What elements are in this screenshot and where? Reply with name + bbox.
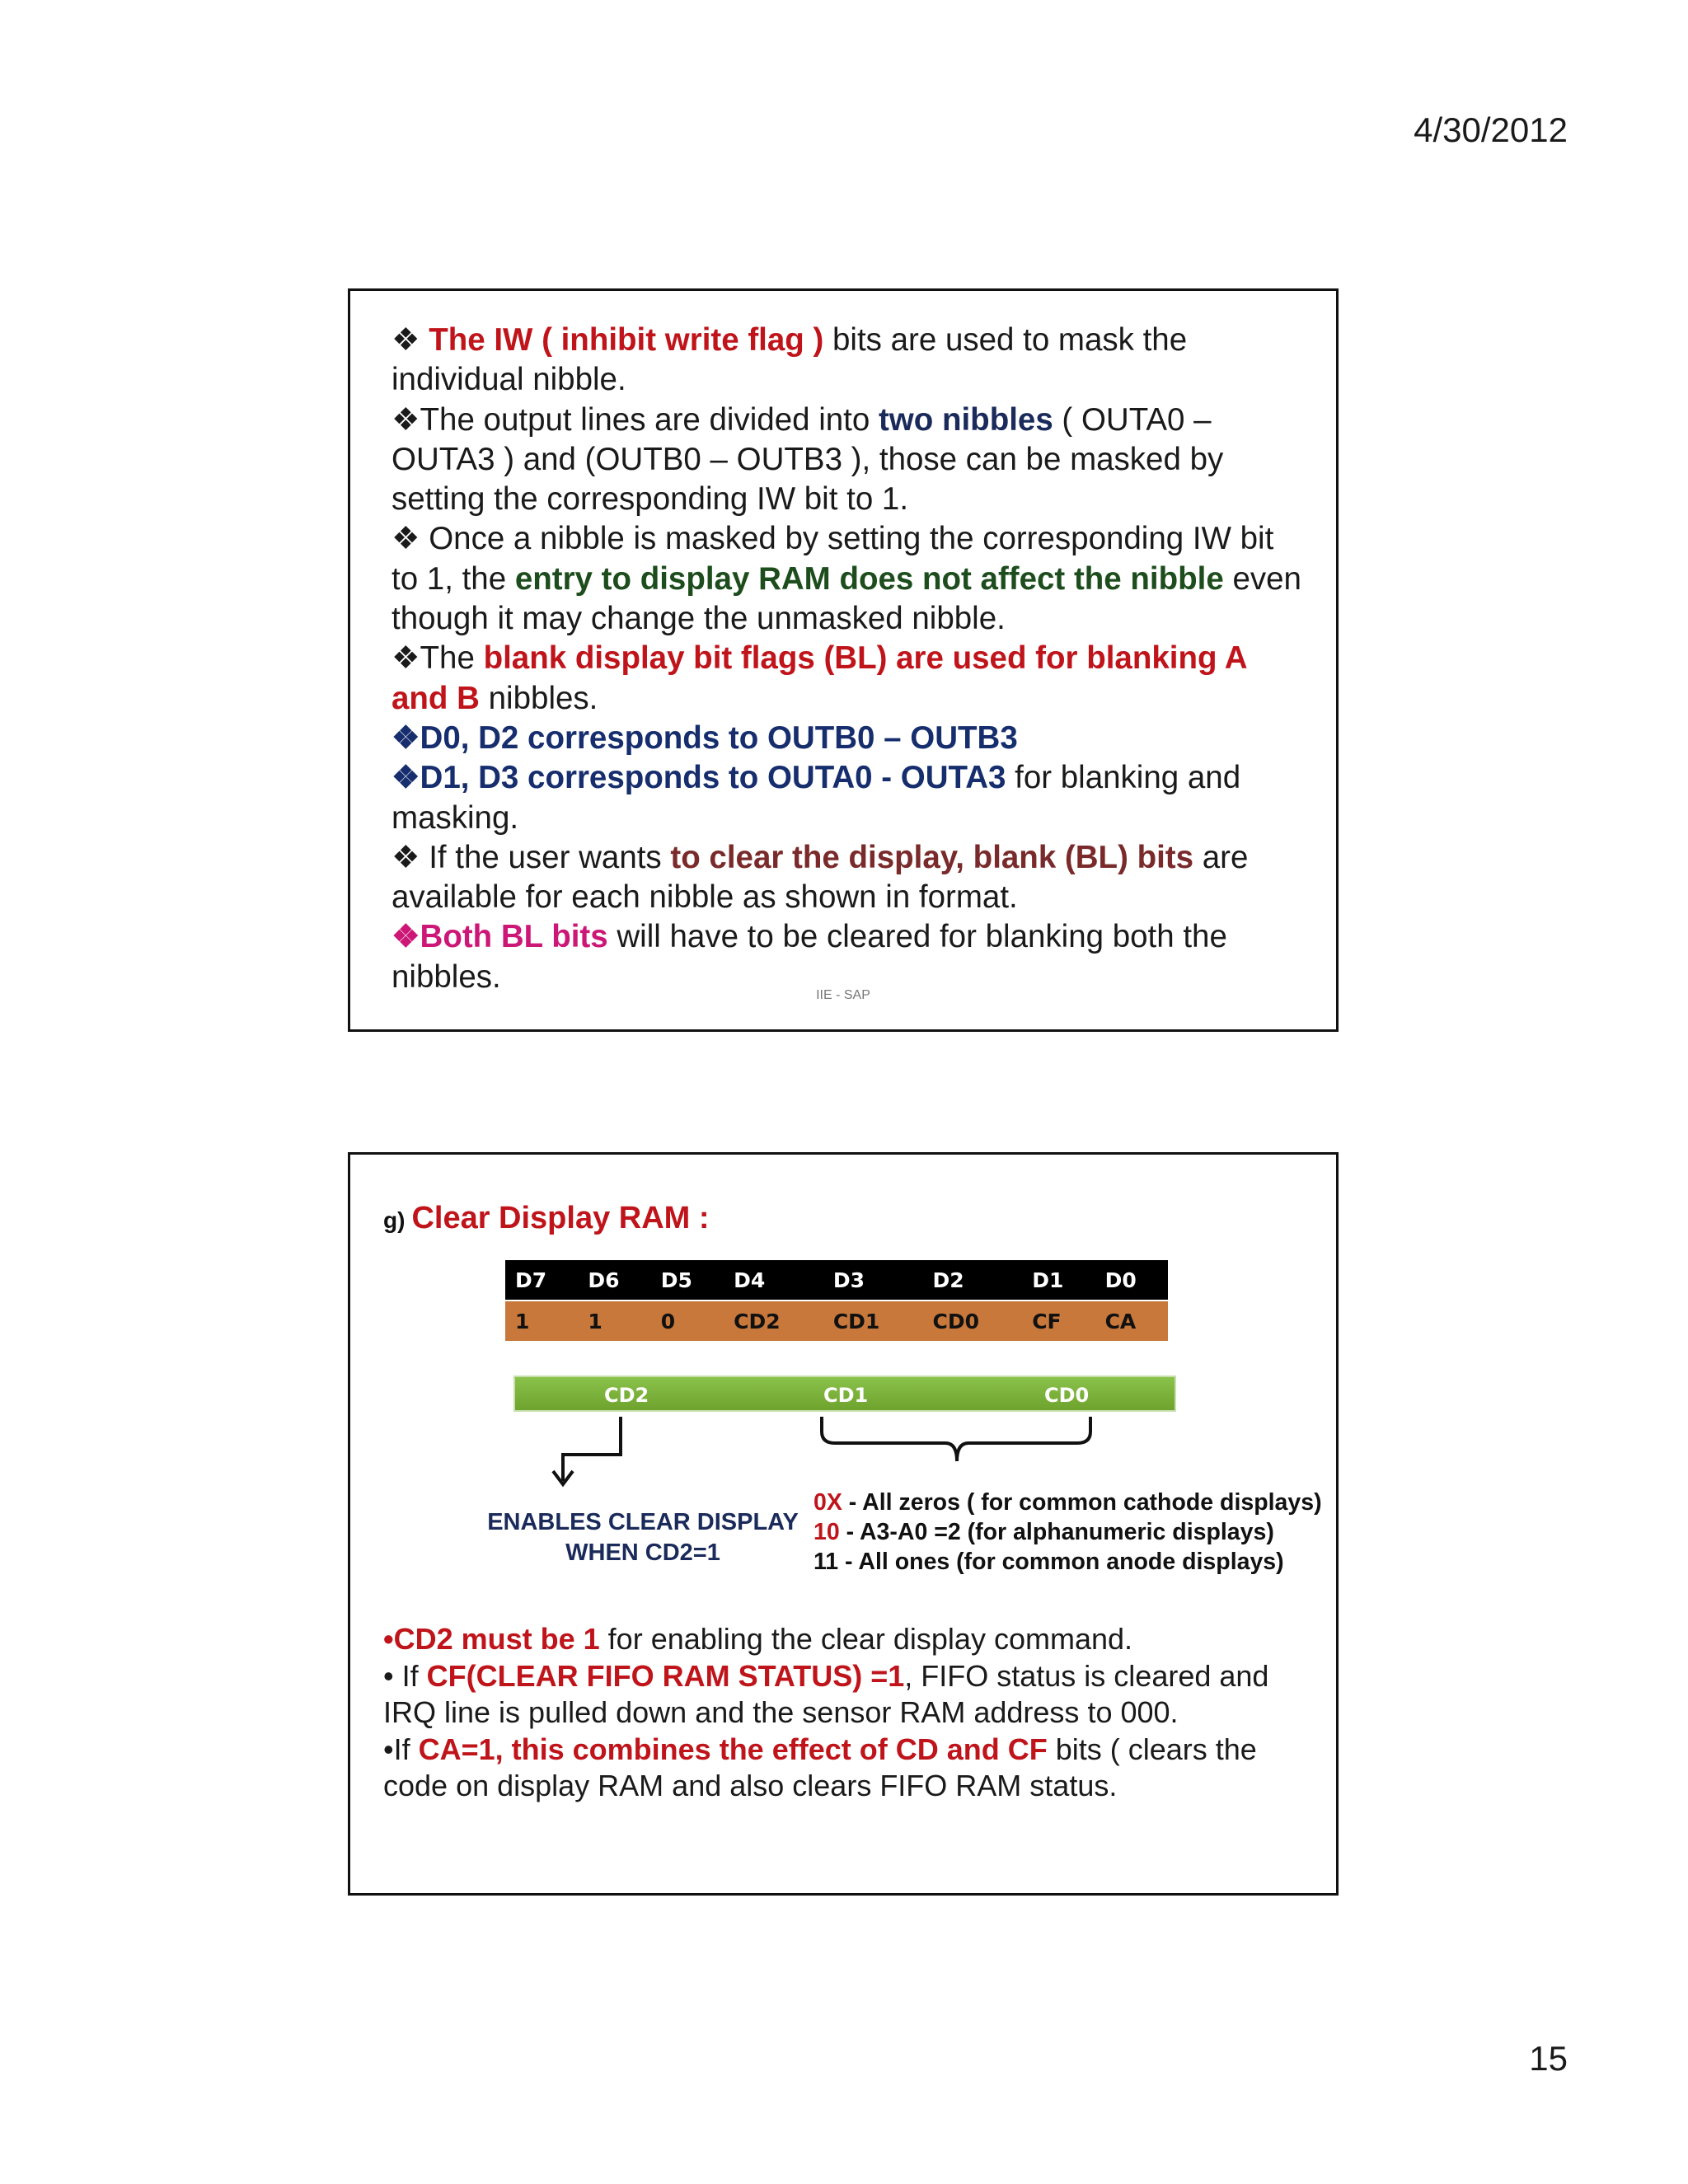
code-row-10: 10 - A3-A0 =2 (for alphanumeric displays) — [814, 1519, 1274, 1545]
bit-value: CA — [1095, 1301, 1168, 1341]
cd1-cd0-brace — [822, 1417, 1090, 1461]
bit-header: D6 — [578, 1260, 650, 1301]
bullet-cf: • If CF(CLEAR FIFO RAM STATUS) =1, FIFO status is cleared and IRQ line is pulled down and the sensor RAM address to 000. — [383, 1658, 1269, 1730]
bit-header: D4 — [724, 1260, 823, 1301]
bit-header: D3 — [823, 1260, 923, 1301]
bullet-ca: •If CA=1, this combines the effect of CD and CF bits ( clears the code on display RAM and also clears FIFO RAM status. — [383, 1732, 1257, 1803]
slide-footer: IIE - SAP — [816, 988, 870, 1002]
bit-value: CD2 — [724, 1301, 823, 1341]
bullet-both-bl: ❖Both BL bits will have to be cleared for blanking both the nibbles. — [392, 919, 1227, 995]
enables-clear-display-label: ENABLES CLEAR DISPLAY WHEN CD2=1 — [487, 1509, 799, 1566]
bit-header: D5 — [651, 1260, 724, 1301]
bit-value: CD0 — [923, 1301, 1023, 1341]
bit-header: D0 — [1095, 1260, 1168, 1301]
page-number: 15 — [1529, 2039, 1568, 2078]
bullet-masked-nibble: ❖ Once a nibble is masked by setting the corresponding IW bit to 1, the entry to display RAM does not affect the nibble even though it may change the unmasked nibble. — [392, 521, 1301, 637]
bit-header: D2 — [923, 1260, 1023, 1301]
bullet-iw: ❖ The IW ( inhibit write flag ) bits are used to mask the individual nibble. — [392, 322, 1188, 398]
bar-label-cd2: CD2 — [604, 1384, 649, 1407]
bit-header: D1 — [1022, 1260, 1095, 1301]
bullet-blank-flags: ❖The blank display bit flags (BL) are used for blanking A and B nibbles. — [392, 640, 1247, 716]
bit-header: D7 — [505, 1260, 578, 1301]
bit-value: CD1 — [823, 1301, 923, 1341]
bit-value: 1 — [578, 1301, 650, 1341]
slide2-title: g) Clear Display RAM : — [383, 1201, 710, 1235]
bit-value: CF — [1022, 1301, 1095, 1341]
cd-code-list — [814, 1488, 1341, 1577]
bit-value: 0 — [651, 1301, 724, 1341]
slide-clear-display-ram — [348, 1152, 1339, 1896]
bit-value: 1 — [505, 1301, 578, 1341]
code-row-0x: 0X - All zeros ( for common cathode displays) — [814, 1489, 1322, 1516]
slide2-text — [383, 1621, 1306, 1805]
bullet-cd2: •CD2 must be 1 for enabling the clear display command. — [383, 1622, 1133, 1656]
slide-iw-bl-flags — [348, 288, 1339, 1032]
bullet-two-nibbles: ❖The output lines are divided into two nibbles ( OUTA0 – OUTA3 ) and (OUTB0 – OUTB3 ), those can be masked by setting the corresponding IW bit to 1. — [392, 401, 1224, 518]
code-row-11: 11 - All ones (for common anode displays) — [814, 1549, 1284, 1575]
page-date: 4/30/2012 — [1414, 110, 1568, 149]
bar-label-cd1: CD1 — [823, 1384, 869, 1407]
bullet-d1-d3: ❖D1, D3 corresponds to OUTA0 - OUTA3 for blanking and masking. — [392, 760, 1241, 836]
bar-label-cd0: CD0 — [1044, 1384, 1090, 1407]
bullet-clear-display: ❖ If the user wants to clear the display, blank (BL) bits are available for each nibble as shown in format. — [392, 839, 1249, 916]
bullet-d0-d2: ❖D0, D2 corresponds to OUTB0 – OUTB3 — [392, 719, 1018, 756]
slide1-text — [392, 321, 1306, 997]
